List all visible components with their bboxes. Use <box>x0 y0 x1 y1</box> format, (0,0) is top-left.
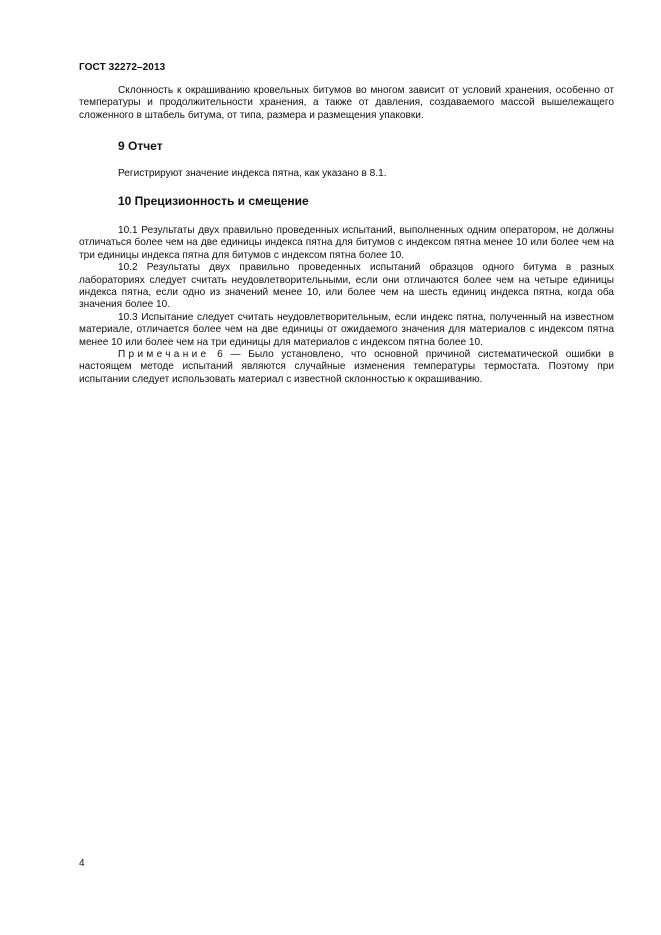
section-9-title: 9 Отчет <box>118 139 163 153</box>
section-9-text <box>79 168 614 180</box>
section-10-title: 10 Прецизионность и смещение <box>118 194 309 208</box>
clause-10-1: 10.1 Результаты двух правильно проведенных испытаний, выполненных одним оператором, не должны отличаться более чем на две единицы индекса пятна для битумов с индексом пятна менее 10 или более чем на три единицы индекса пятна для битумов с индексом пятна более 10. <box>79 225 614 261</box>
note-6 <box>79 349 614 386</box>
section-9-paragraph: Регистрируют значение индекса пятна, как указано в 8.1. <box>118 168 387 179</box>
intro-text <box>79 85 614 122</box>
note-text: 6 — Было установлено, что основной причиной систематической ошибки в настоящем методе испытаний являются случайные изменения температуры термостата. Поэтому при испытании следует использовать материал с известной склонностью к окрашиванию. <box>79 349 614 385</box>
intro-paragraph: Склонность к окрашиванию кровельных битумов во многом зависит от условий хранения, особенно от температуры и продолжительности хранения, а также от давления, создаваемого массой вышележащего сложенного в штабель битума, от типа, размера и размещения упаковки. <box>79 85 614 121</box>
clause-10-3: 10.3 Испытание следует считать неудовлетворительным, если индекс пятна, полученный на известном материале, отличается более чем на две единицы от ожидаемого значения для материалов с индексом пятна менее 10 или более чем на три единицы для материалов с индексом пятна более 10. <box>79 311 614 348</box>
clause-10-2: 10.2 Результаты двух правильно проведенных испытаний образцов одного битума в разных лабораториях следует считать неудовлетворительными, если они отличаются более чем на четыре единицы индекса пятна, если одно из значений менее 10, или более чем на шесть единиц индекса пятна, когда оба значения более 10. <box>79 262 614 311</box>
note-label: Примечание <box>118 349 210 361</box>
section-10-text <box>79 225 614 386</box>
page-number: 4 <box>79 858 85 869</box>
standard-code-header: ГОСТ 32272–2013 <box>79 62 166 73</box>
